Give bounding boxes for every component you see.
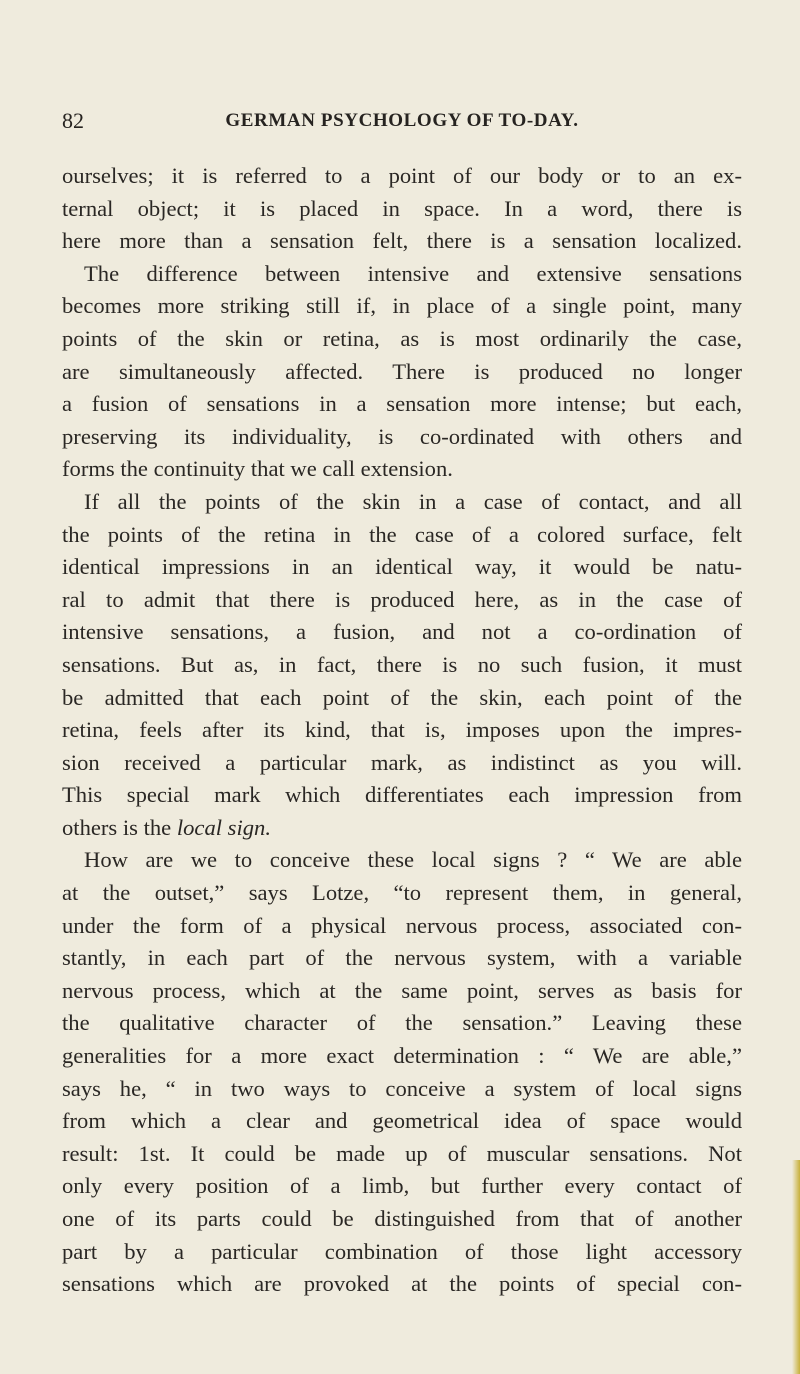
text-line bbox=[62, 812, 742, 845]
body-text bbox=[62, 160, 742, 1301]
text-line bbox=[62, 356, 742, 389]
text-line-content: retina, feels after its kind, that is, imposes upon the impres- bbox=[62, 717, 742, 743]
running-head: GERMAN PSYCHOLOGY OF TO-DAY. bbox=[225, 110, 579, 131]
text-line-content: sensations which are provoked at the points of special con- bbox=[62, 1271, 742, 1297]
text-line bbox=[62, 323, 742, 356]
text-line-content: only every position of a limb, but further every contact of bbox=[62, 1173, 742, 1199]
text-line-content: stantly, in each part of the nervous system, with a variable bbox=[62, 945, 742, 971]
text-line bbox=[62, 844, 742, 877]
text-line bbox=[62, 421, 742, 454]
text-line bbox=[62, 388, 742, 421]
text-line bbox=[62, 747, 742, 780]
text-line-content: forms the continuity that we call extension. bbox=[62, 456, 453, 482]
text-line-content: If all the points of the skin in a case of contact, and all bbox=[84, 488, 742, 514]
text-line-content: sion received a particular mark, as indistinct as you will. bbox=[62, 749, 742, 775]
text-line-content: under the form of a physical nervous process, associated con- bbox=[62, 912, 742, 938]
text-line bbox=[62, 942, 742, 975]
text-line-content: How are we to conceive these local signs ? “ We are able bbox=[84, 847, 742, 873]
text-line-content: ral to admit that there is produced here, as in the case of bbox=[62, 586, 742, 612]
text-line-content: at the outset,” says Lotze, “to represent them, in general, bbox=[62, 880, 742, 906]
text-line-content: be admitted that each point of the skin, each point of the bbox=[62, 684, 742, 710]
text-line-content: ternal object; it is placed in space. In a word, there is bbox=[62, 195, 742, 221]
text-line bbox=[62, 616, 742, 649]
text-line-content: ourselves; it is referred to a point of our body or to an ex- bbox=[62, 163, 742, 188]
text-line bbox=[62, 779, 742, 812]
text-line bbox=[62, 486, 742, 519]
text-line-content: becomes more striking still if, in place of a single point, many bbox=[62, 293, 742, 319]
text-line bbox=[62, 682, 742, 715]
text-line bbox=[62, 1105, 742, 1138]
text-line bbox=[62, 160, 742, 193]
text-line-content: The difference between intensive and extensive sensations bbox=[84, 260, 742, 286]
text-line bbox=[62, 1073, 742, 1106]
text-line-content: from which a clear and geometrical idea of space would bbox=[62, 1108, 742, 1134]
text-line bbox=[62, 584, 742, 617]
page-header bbox=[62, 107, 742, 135]
text-line bbox=[62, 258, 742, 291]
text-line bbox=[62, 1170, 742, 1203]
text-line-content: are simultaneously affected. There is produced no longer bbox=[62, 358, 742, 384]
text-line-content: nervous process, which at the same point, serves as basis for bbox=[62, 977, 742, 1003]
text-line-content: here more than a sensation felt, there is a sensation localized. bbox=[62, 228, 742, 254]
page-edge-shadow bbox=[792, 1160, 800, 1374]
text-line bbox=[62, 910, 742, 943]
text-line-content: This special mark which differentiates each impression from bbox=[62, 782, 742, 808]
text-line-content: part by a particular combination of those light accessory bbox=[62, 1238, 742, 1264]
text-line-content: a fusion of sensations in a sensation more intense; but each, bbox=[62, 391, 742, 417]
text-line-content: generalities for a more exact determination : “ We are able,” bbox=[62, 1043, 742, 1069]
text-line-content: sensations. But as, in fact, there is no such fusion, it must bbox=[62, 651, 742, 677]
text-line bbox=[62, 1040, 742, 1073]
text-line-content: says he, “ in two ways to conceive a system of local signs bbox=[62, 1075, 742, 1101]
text-line bbox=[62, 1203, 742, 1236]
text-line-content: the points of the retina in the case of a colored surface, felt bbox=[62, 521, 742, 547]
text-line-content: points of the skin or retina, as is most ordinarily the case, bbox=[62, 325, 742, 351]
text-line-content: result: 1st. It could be made up of muscular sensations. Not bbox=[62, 1140, 742, 1166]
text-line bbox=[62, 714, 742, 747]
text-line bbox=[62, 1138, 742, 1171]
text-line-content: one of its parts could be distinguished from that of another bbox=[62, 1206, 742, 1231]
page-number: 82 bbox=[62, 108, 84, 133]
text-line-content: intensive sensations, a fusion, and not a co-ordination of bbox=[62, 619, 742, 645]
text-line bbox=[62, 649, 742, 682]
text-line bbox=[62, 193, 742, 226]
italic-term: local sign. bbox=[176, 814, 271, 840]
text-line-content: others is the bbox=[62, 814, 177, 840]
text-line-content: the qualitative character of the sensation.” Leaving these bbox=[62, 1010, 742, 1036]
text-line bbox=[62, 1007, 742, 1040]
text-line-content: preserving its individuality, is co-ordinated with others and bbox=[62, 423, 742, 449]
text-line bbox=[62, 290, 742, 323]
text-line bbox=[62, 1236, 742, 1269]
text-line bbox=[62, 1268, 742, 1301]
text-line bbox=[62, 975, 742, 1008]
text-line bbox=[62, 453, 742, 486]
text-line bbox=[62, 519, 742, 552]
text-line-content: identical impressions in an identical way, it would be natu- bbox=[62, 554, 742, 580]
text-line bbox=[62, 877, 742, 910]
text-line bbox=[62, 225, 742, 258]
text-line bbox=[62, 551, 742, 584]
